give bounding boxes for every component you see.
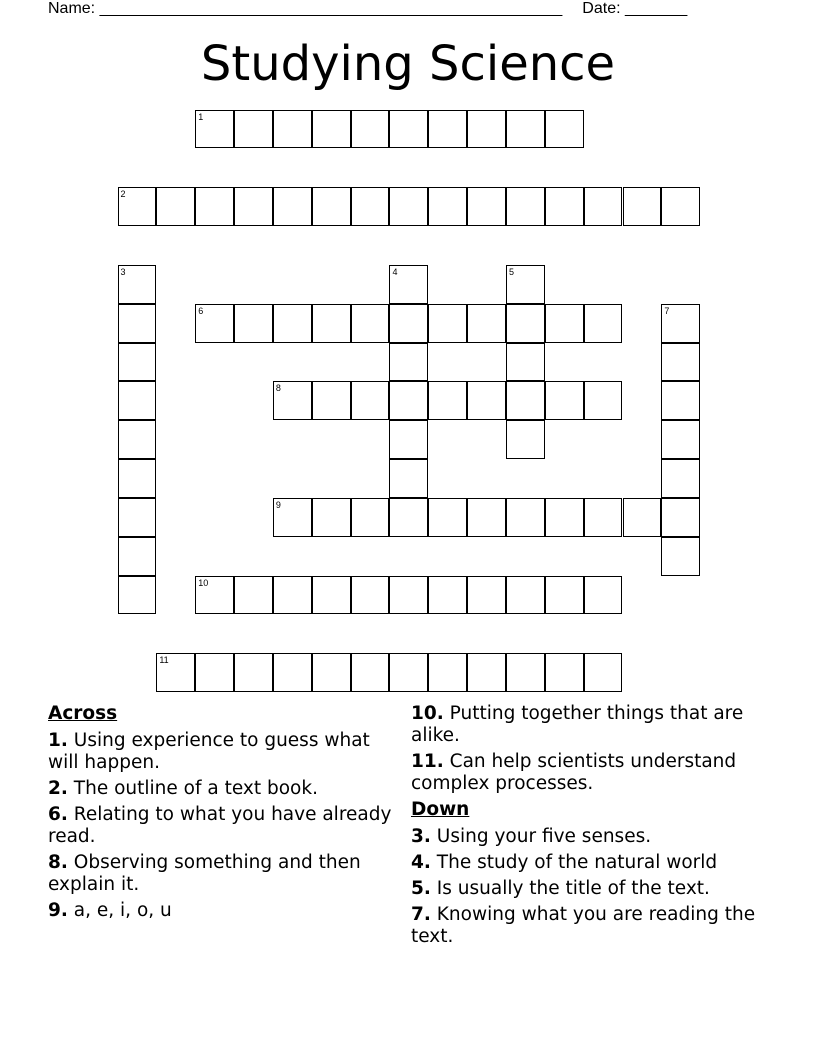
- grid-cell[interactable]: [661, 459, 700, 498]
- clue-number-label: 1: [198, 111, 204, 122]
- grid-cell[interactable]: [661, 187, 700, 226]
- clue-number-label: 9: [275, 500, 281, 510]
- grid-cell[interactable]: [467, 653, 506, 692]
- grid-cell[interactable]: [506, 265, 545, 304]
- grid-cell[interactable]: [351, 576, 390, 615]
- grid-cell[interactable]: [506, 420, 545, 459]
- grid-cell[interactable]: [428, 304, 467, 343]
- name-field-label: Name: ____________________________________________________: [48, 0, 563, 17]
- grid-cell[interactable]: [506, 653, 545, 692]
- grid-cell[interactable]: [351, 653, 390, 692]
- grid-cell[interactable]: [118, 537, 157, 576]
- grid-cell[interactable]: [389, 265, 428, 304]
- grid-cell[interactable]: [351, 498, 390, 537]
- grid-cell[interactable]: [351, 304, 390, 343]
- clues-right-column: [411, 703, 781, 952]
- grid-cell[interactable]: [118, 420, 157, 459]
- clue-across-10: [411, 703, 781, 747]
- grid-cell[interactable]: [623, 498, 662, 537]
- grid-cell[interactable]: [506, 576, 545, 615]
- grid-cell[interactable]: [584, 187, 623, 226]
- grid-cell[interactable]: [389, 498, 428, 537]
- clue-number: 10.: [411, 703, 444, 724]
- grid-cell[interactable]: [273, 110, 312, 149]
- grid-cell[interactable]: [195, 110, 234, 149]
- clue-text: Relating to what you have already read.: [48, 804, 392, 847]
- grid-cell[interactable]: [118, 343, 157, 382]
- grid-cell[interactable]: [273, 381, 312, 420]
- grid-cell[interactable]: [234, 653, 273, 692]
- clue-text: The outline of a text book.: [73, 778, 318, 799]
- grid-cell[interactable]: [545, 110, 584, 149]
- clue-number-label: 10: [198, 577, 209, 588]
- clue-across-1: [48, 730, 398, 774]
- grid-cell[interactable]: [312, 381, 351, 420]
- grid-cell[interactable]: [661, 304, 700, 343]
- clue-text: Using your five senses.: [436, 826, 652, 847]
- clue-number-label: 2: [120, 189, 126, 200]
- grid-cell[interactable]: [118, 187, 157, 226]
- page-title: Studying Science: [200, 36, 616, 92]
- clue-down-4: [411, 852, 781, 874]
- clues-left-column: [48, 703, 398, 926]
- grid-cell[interactable]: [389, 420, 428, 459]
- grid-cell[interactable]: [661, 381, 700, 420]
- grid-cell[interactable]: [389, 459, 428, 498]
- grid-cell[interactable]: [584, 304, 623, 343]
- grid-cell[interactable]: [118, 265, 157, 304]
- grid-cell[interactable]: [584, 576, 623, 615]
- grid-cell[interactable]: [312, 498, 351, 537]
- grid-cell[interactable]: [661, 343, 700, 382]
- grid-cell[interactable]: [661, 537, 700, 576]
- grid-cell[interactable]: [584, 653, 623, 692]
- down-heading: Down: [411, 799, 470, 820]
- grid-cell[interactable]: [389, 576, 428, 615]
- clue-number: 7.: [411, 904, 431, 925]
- clue-number-label: 3: [120, 266, 126, 277]
- grid-cell[interactable]: [545, 187, 584, 226]
- clue-across-11: [411, 751, 781, 795]
- grid-cell[interactable]: [195, 187, 234, 226]
- clue-number: 8.: [48, 852, 68, 873]
- clue-text: Observing something and then explain it.: [48, 852, 361, 895]
- grid-cell[interactable]: [312, 576, 351, 615]
- grid-cell[interactable]: [234, 110, 273, 149]
- clue-number-label: 5: [509, 266, 515, 277]
- clue-across-2: [48, 778, 398, 800]
- grid-cell[interactable]: [545, 498, 584, 537]
- grid-cell[interactable]: [351, 110, 390, 149]
- grid-cell[interactable]: [389, 304, 428, 343]
- clue-text: Knowing what you are reading the text.: [411, 904, 756, 947]
- clue-number: 11.: [411, 751, 444, 772]
- clue-text: Can help scientists understand complex processes.: [411, 751, 737, 794]
- grid-cell[interactable]: [351, 381, 390, 420]
- grid-cell[interactable]: [467, 381, 506, 420]
- grid-cell[interactable]: [623, 187, 662, 226]
- grid-cell[interactable]: [118, 459, 157, 498]
- clue-text: Is usually the title of the text.: [436, 878, 710, 899]
- grid-cell[interactable]: [389, 187, 428, 226]
- clue-number: 4.: [411, 852, 431, 873]
- clue-text: Using experience to guess what will happen.: [48, 730, 370, 773]
- grid-cell[interactable]: [273, 187, 312, 226]
- grid-cell[interactable]: [312, 187, 351, 226]
- grid-cell[interactable]: [545, 653, 584, 692]
- grid-cell[interactable]: [467, 576, 506, 615]
- grid-cell[interactable]: [389, 653, 428, 692]
- clue-number: 1.: [48, 730, 68, 751]
- grid-cell[interactable]: [584, 498, 623, 537]
- grid-cell[interactable]: [234, 187, 273, 226]
- clue-number-label: 6: [198, 305, 204, 316]
- grid-cell[interactable]: [506, 187, 545, 226]
- clue-down-3: [411, 826, 781, 848]
- grid-cell[interactable]: [467, 110, 506, 149]
- date-field-label: Date: _______: [582, 0, 688, 17]
- grid-cell[interactable]: [118, 381, 157, 420]
- grid-cell[interactable]: [467, 498, 506, 537]
- clue-text: a, e, i, o, u: [73, 900, 172, 921]
- clue-across-6: [48, 804, 398, 848]
- grid-cell[interactable]: [195, 653, 234, 692]
- clue-down-5: [411, 878, 781, 900]
- grid-cell[interactable]: [467, 187, 506, 226]
- grid-cell[interactable]: [545, 304, 584, 343]
- grid-cell[interactable]: [428, 498, 467, 537]
- grid-cell[interactable]: [584, 381, 623, 420]
- grid-cell[interactable]: [118, 304, 157, 343]
- grid-cell[interactable]: [389, 343, 428, 382]
- clue-number-label: 11: [159, 655, 169, 666]
- clue-number: 5.: [411, 878, 431, 899]
- clue-across-9: [48, 900, 398, 922]
- grid-cell[interactable]: [467, 304, 506, 343]
- grid-cell[interactable]: [234, 304, 273, 343]
- grid-cell[interactable]: [428, 576, 467, 615]
- grid-cell[interactable]: [506, 498, 545, 537]
- clue-across-8: [48, 852, 398, 896]
- grid-cell[interactable]: [351, 187, 390, 226]
- grid-cell[interactable]: [506, 381, 545, 420]
- grid-cell[interactable]: [195, 304, 234, 343]
- clue-number: 9.: [48, 900, 68, 921]
- grid-cell[interactable]: [234, 576, 273, 615]
- grid-cell[interactable]: [661, 420, 700, 459]
- grid-cell[interactable]: [118, 576, 157, 615]
- grid-cell[interactable]: [545, 381, 584, 420]
- grid-cell[interactable]: [156, 653, 195, 692]
- grid-cell[interactable]: [428, 381, 467, 420]
- grid-cell[interactable]: [118, 498, 157, 537]
- clue-text: The study of the natural world: [436, 852, 718, 873]
- grid-cell[interactable]: [428, 653, 467, 692]
- grid-cell[interactable]: [661, 498, 700, 537]
- clue-number: 2.: [48, 778, 68, 799]
- grid-cell[interactable]: [545, 576, 584, 615]
- grid-cell[interactable]: [156, 187, 195, 226]
- grid-cell[interactable]: [506, 110, 545, 149]
- grid-cell[interactable]: [273, 304, 312, 343]
- grid-cell[interactable]: [195, 576, 234, 615]
- grid-cell[interactable]: [428, 187, 467, 226]
- grid-cell[interactable]: [273, 653, 312, 692]
- grid-cell[interactable]: [506, 304, 545, 343]
- clue-number-label: 8: [275, 383, 281, 394]
- grid-cell[interactable]: [312, 110, 351, 149]
- grid-cell[interactable]: [389, 110, 428, 149]
- grid-cell[interactable]: [312, 304, 351, 343]
- clue-number-label: 7: [664, 305, 670, 316]
- clue-number-label: 4: [392, 266, 398, 277]
- clue-number: 6.: [48, 804, 68, 825]
- grid-cell[interactable]: [506, 343, 545, 382]
- grid-cell[interactable]: [312, 653, 351, 692]
- grid-cell[interactable]: [273, 498, 312, 537]
- clue-number: 3.: [411, 826, 431, 847]
- grid-cell[interactable]: [389, 381, 428, 420]
- across-heading: Across: [48, 703, 118, 724]
- clue-text: Putting together things that are alike.: [411, 703, 744, 746]
- clue-down-7: [411, 904, 781, 948]
- grid-cell[interactable]: [273, 576, 312, 615]
- grid-cell[interactable]: [428, 110, 467, 149]
